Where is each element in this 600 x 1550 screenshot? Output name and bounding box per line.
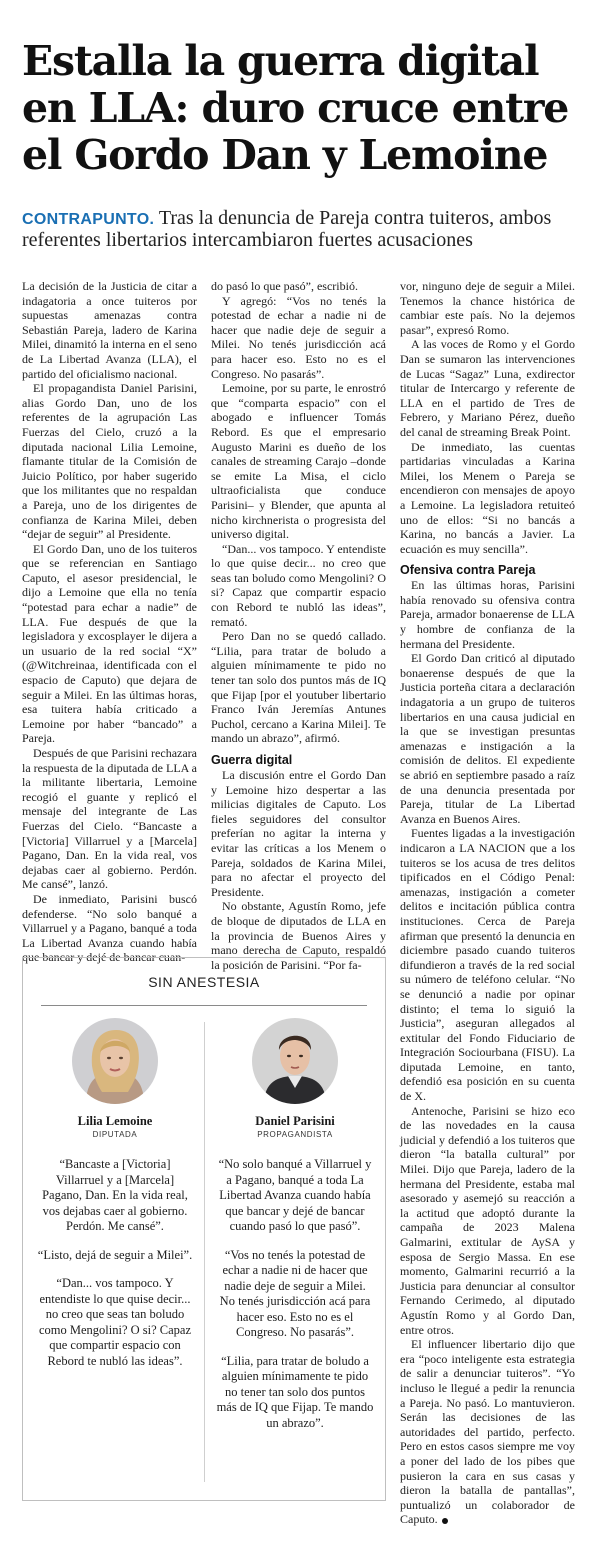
avatar xyxy=(252,1018,338,1104)
deck-kicker: CONTRAPUNTO. xyxy=(22,211,155,228)
paragraph: Lemoine, por su parte, le enrostró que “comparta espacio” con el abogado e influencer Tomás Rebord. Es que el empresario Augusto Marini es dueño de los canales de streaming Carajo –donde se emite La Misa, el ciclo ultraoficialista que conduce Parisini– y Blender, que apunta al nicho kirchnerista o progresista del universo digital. xyxy=(211,381,386,542)
paragraph: El Gordo Dan, uno de los tuiteros que se referencian en Santiago Caputo, el asesor presidencial, le dijo a Lemoine que ella no tenía “potestad para echar a nadie” de LLA. Fue después de que la legisladora y excosplayer le dijera a un usuario de la red social “X” (@Witchreinaa, identificada con el espacio de Caputo) que dejara de seguir a Milei. En las últimas horas, esa tuitera había criticado a Lemoine por haber “bancado” a Pareja. xyxy=(22,541,197,746)
paragraph: “Dan... vos tampoco. Y entendiste lo que quise decir... no creo que seas tan boludo como Mengolini? O si? Capaz que compartir espacio con Rebord te nubló las ideas”, remató. xyxy=(211,541,386,629)
avatar xyxy=(72,1018,158,1104)
person-role: PROPAGANDISTA xyxy=(257,1130,333,1139)
sidebar-divider xyxy=(41,1005,367,1006)
person-name: Daniel Parisini xyxy=(255,1114,335,1128)
article-column-2 xyxy=(211,279,386,972)
portrait-woman-icon xyxy=(72,1018,158,1104)
paragraph: Pero Dan no se quedó callado. “Lilia, para tratar de boludo a alguien mínimamente te pido no tener tan solo dos puntos más de IQ que Fijap [por el youtuber libertario Franco Iván Jeremías Antunes Puchol, cercano a Karina Milei]. Te mando un abrazo”, afirmó. xyxy=(211,629,386,746)
quote: “Lilia, para tratar de boludo a alguien mínimamente te pido no tener tan solo dos puntos más de IQ que Fijap. Te mando un abrazo”. xyxy=(216,1353,374,1430)
paragraph: Fuentes ligadas a la investigación indicaron a LA NACION que a los tuiteros se los acusa de tres delitos tipificados en el Código Penal: amenazas, instigación a cometer delitos e incitación pública contra instituciones. Cerca de Pareja afirman que presentó la denuncia en diciembre pasado cuando tuiteros difundieron a través de la red social su número de teléfono celular. “No se denunció a nadie por opinar distinto; el tema lo siguió la Justicia”, aseguran allegados al extitular del Fondo Fiduciario de Integración Sociourbana (FISU). La diputada Lemoine, en tanto, defendió esa posición en su cuenta de X. xyxy=(400,826,575,1104)
quote: “No solo banqué a Villarruel y a Pagano, banqué a toda La Libertad Avanza cuando había que bancar y dejé de bancar cuando pasó lo que pasó”. xyxy=(218,1157,372,1233)
person-name: Lilia Lemoine xyxy=(77,1114,153,1128)
article-column-3 xyxy=(400,279,575,1527)
paragraph: La discusión entre el Gordo Dan y Lemoine hizo despertar a las milicias digitales de Caputo. Los fieles seguidores del consultor preferían no agitar la interna y evitar las críticas a los Menem o Pareja, soldados de Karina Milei, para no afectar el proyecto del Presidente. xyxy=(211,768,386,899)
paragraph: De inmediato, Parisini buscó defenderse. “No solo banqué a Villarruel y a Pagano, banqué a toda La Libertad Avanza cuando había que bancar y dejé de bancar cuan- xyxy=(22,891,197,965)
subheading: Guerra digital xyxy=(211,753,293,767)
paragraph: Antenoche, Parisini se hizo eco de las novedades en la causa judicial y defendió a los tuiteros que dieron “la batalla cultural” por Milei. Dijo que Pareja, ladero de la hermana del Presidente, estaba mal asesorado y asemejó su reacción a la actitud que adoptó durante la campaña de 2023 Malena Galmarini, extitular de AySA y esposa de Sergio Massa. En ese momento, Galmarini recurrió a la Justicia para denunciar al consultor Fernando Cerimedo, al diputado Agustín Romo y al Gordo Dan, entre otros. xyxy=(400,1103,575,1337)
sidebar-box xyxy=(22,957,386,1501)
paragraph: Y agregó: “Vos no tenés la potestad de echar a nadie ni de hacer que nadie deje de seguir a Milei. No tenés jurisdicción acá para hacer eso. Esto no es el Congreso. No pasarás”. xyxy=(211,293,386,381)
quote: “Bancaste a [Victoria] Villarruel y a [Marcela] Pagano, Dan. En la vida real, vos dejabas caer al gobierno. Perdón. Me cansé”. xyxy=(42,1157,188,1233)
paragraph-final: El influencer libertario dijo que era “poco inteligente esta estrategia de salir a denunciar tuiteros”. “Yo incluso le llegué a pedir la renuncia a Pareja. No pasó. Lo mantuvieron. Serán las decisiones de las autoridades del partido, perfecto. Pero en estos casos siempre me voy a poner del lado de los pibes que pusieron la cara en sus casas y dieron la batalla de pantallas”, puntualizó un colaborador de Caputo. xyxy=(400,1337,575,1527)
quote: “Dan... vos tampoco. Y entendiste lo que quise decir... no creo que seas tan boludo como Mengolini? O si? Capaz que compartir espacio con Rebord te nubló las ideas”. xyxy=(38,1276,192,1368)
paragraph: vor, ninguno deje de seguir a Milei. Tenemos la chance histórica de cambiar este país. No la dejemos pasar”, expresó Romo. xyxy=(400,279,575,337)
paragraph: De inmediato, las cuentas partidarias vinculadas a Karina Milei, los Menem o Pareja se encendieron con mensajes de apoyo a Lemoine. La legisladora retuiteó uno de ellos: “Si no bancás a Karina, no bancás a Javier. La ecuación es muy sencilla”. xyxy=(400,439,575,556)
paragraph: El propagandista Daniel Parisini, alias Gordo Dan, uno de los referentes de la agrupación Las Fuerzas del Cielo, cruzó a la diputada nacional Lilia Lemoine, flamante titular de la Comisión de Juicio Político, por haber sugerido que los militantes que no respaldan a Pareja, uno de los dirigentes de confianza de Karina Milei, deben “dejar de seguir” al Presidente. xyxy=(22,381,197,542)
sidebar-person-left xyxy=(35,1018,195,1369)
paragraph: A las voces de Romo y el Gordo Dan se sumaron las intervenciones de Lucas “Sagaz” Luna, exdirector titular de Intercargo y referente de LLA en el partido de Tres de Febrero, y Mariano Pérez, dueño del canal de streaming Break Point. xyxy=(400,337,575,439)
sidebar-vertical-divider xyxy=(204,1022,205,1482)
end-mark-icon xyxy=(442,1518,448,1524)
deck xyxy=(22,208,582,251)
subheading: Ofensiva contra Pareja xyxy=(400,563,536,578)
quote: “Vos no tenés la potestad de echar a nadie ni de hacer que nadie deje de seguir a Milei. No tenés jurisdicción acá para hacer eso. Esto no es el Congreso. No pasarás”. xyxy=(219,1247,371,1339)
portrait-man-icon xyxy=(252,1018,338,1104)
paragraph: El Gordo Dan criticó al diputado bonaerense después de que la Justicia porteña citara a declaración indagatoria a un grupo de tuiteros libertarios en una causa judicial en la que se investigan presuntas amenazas e instigación a la comisión de delitos. El expediente se abrió en septiembre pasado a raíz de una denuncia presentada por Pareja, titular de La Libertad Avanza en Buenos Aires. xyxy=(400,651,575,826)
person-role: DIPUTADA xyxy=(92,1130,138,1139)
paragraph: No obstante, Agustín Romo, jefe de bloque de diputados de LLA en la provincia de Buenos Aires y mano derecha de Caputo, respaldó la posición de Parisini. “Por fa- xyxy=(211,899,386,972)
paragraph: do pasó lo que pasó”, escribió. xyxy=(211,279,358,293)
quote: “Listo, dejá de seguir a Milei”. xyxy=(37,1247,193,1262)
sidebar-person-right xyxy=(215,1018,375,1431)
deck-text: Tras la denuncia de Pareja contra tuiteros, ambos referentes libertarios intercambiaron fuertes acusaciones xyxy=(22,207,552,251)
article-column-1 xyxy=(22,279,197,965)
headline: Estalla la guerra digital en LLA: duro cruce entre el Gordo Dan y Lemoine xyxy=(22,37,569,179)
sidebar-title: SIN ANESTESIA xyxy=(148,974,260,990)
paragraph: Después de que Parisini rechazara la respuesta de la diputada de LLA a la militante libertaria, Lemoine recogió el guante y replicó el mensaje del integrante de Las Fuerzas del Cielo. “Bancaste a [Victoria] Villarruel y a [Marcela] Pagano, Dan. En la vida real, vos dejabas caer al gobierno. Perdón. Me cansé”, lanzó. xyxy=(22,746,197,892)
paragraph: La decisión de la Justicia de citar a indagatoria a once tuiteros por supuestas amenazas contra Sebastián Pareja, ladero de Karina Milei, dinamitó la interna en el seno de La Libertad Avanza (LLA), el partido del oficialismo nacional. xyxy=(22,279,197,381)
paragraph: En las últimas horas, Parisini había renovado su ofensiva contra Pareja, armador bonaerense de LLA y hombre de confianza de la hermana del Presidente. xyxy=(400,578,575,651)
